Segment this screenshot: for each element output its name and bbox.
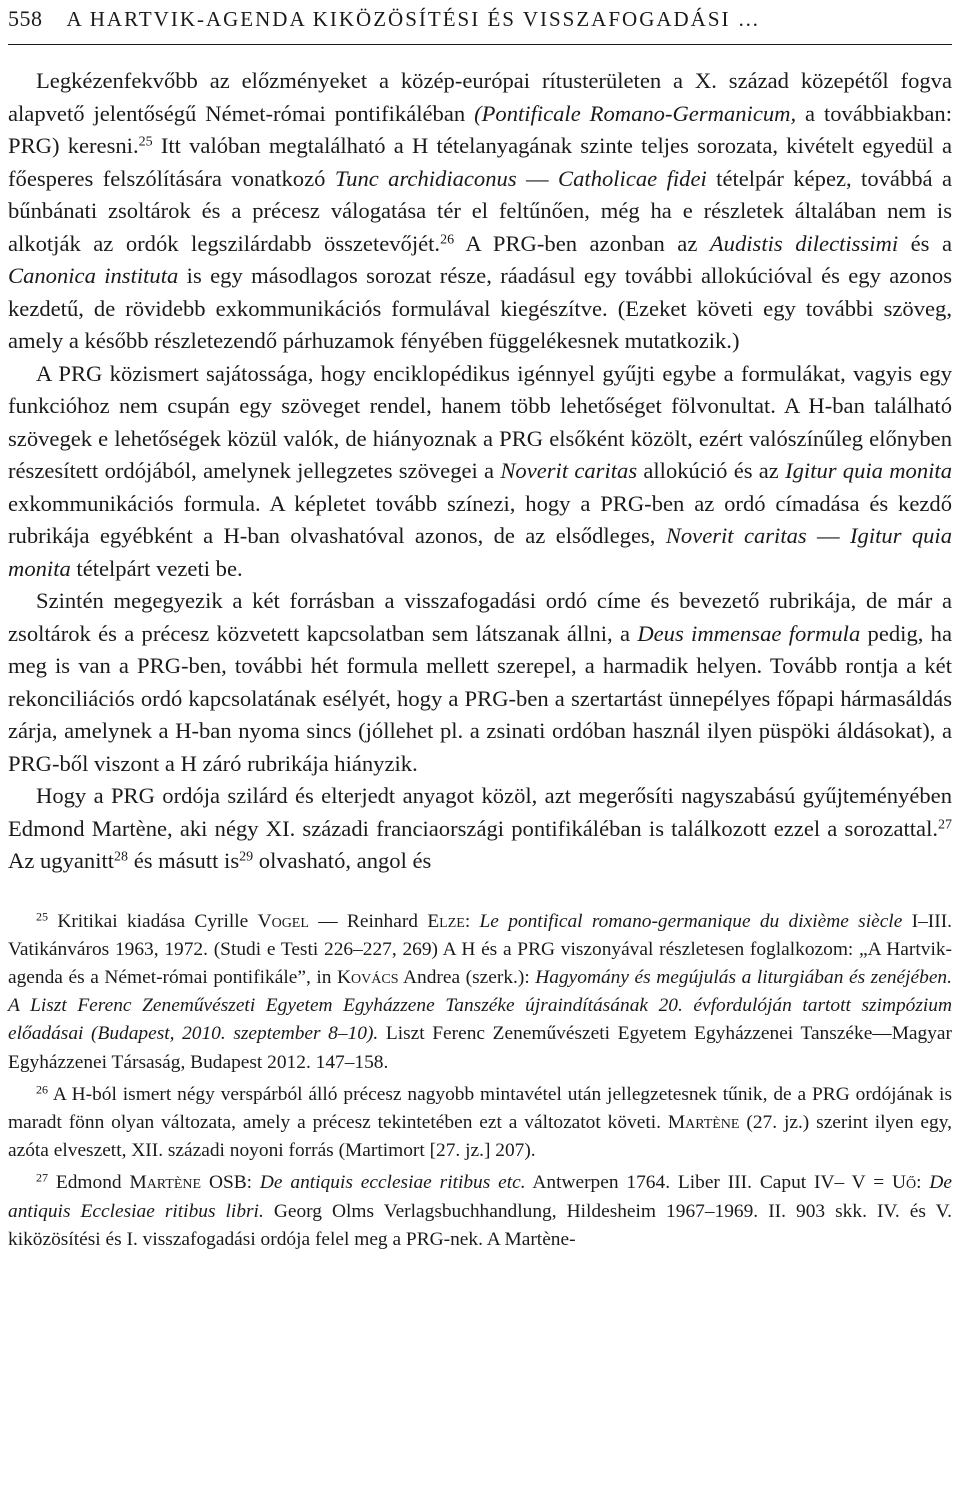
footnote-marker: 27 xyxy=(938,816,952,832)
text-run: Az ugyanitt xyxy=(8,848,115,873)
page-header xyxy=(8,0,952,40)
text-run: exkommunikációs formula. A képletet tovább színezi, hogy a PRG-ben az ordó címadása és kezdő rubrikája egyébként a H-ban olvashatóval azonos, de az elsődleges, xyxy=(8,490,952,548)
italic-text: (Pontificale Romano-Germanicum, xyxy=(474,100,797,126)
italic-text: Hagyomány és megújulás a liturgiában és zenéjében. A Liszt Ferenc Zeneművészeti Egyetem Egyházzene Tanszéke újraindításának 20. évfordulóján tartott szimpózium előadásai (Budapest, 2010. szeptember 8–10). xyxy=(8,966,952,1045)
body-paragraph xyxy=(8,65,952,358)
text-run: Andrea (szerk.): xyxy=(398,966,536,988)
text-run: A PRG-ben azonban az xyxy=(454,230,710,256)
small-caps-name: Vogel xyxy=(257,910,309,932)
italic-text: Catholicae fidei xyxy=(558,165,707,191)
text-run: (27. jz.) szerint ilyen egy, azóta elveszett, XII. századi noyoni forrás (Martimort [27. jz.] 207). xyxy=(8,1111,952,1162)
small-caps-name: Elze xyxy=(427,910,465,932)
text-run: Antwerpen 1764. Liber III. Caput IV– V = xyxy=(525,1172,892,1194)
footnotes xyxy=(8,908,952,1254)
footnote-marker: 28 xyxy=(114,849,129,865)
text-run: pedig, ha meg is van a PRG-ben, további hét formula mellett szerepel, a harmadik helyen. Tovább rontja a két rekonciliációs ordó kapcsolatának esélyét, hogy a PRG-ben a szertartást ünnepélyes főpapi hármasáldás zárja, amelynek a H-ban nyoma sincs (jóllehet pl. a zsinati ordóban használ ilyen püspöki áldásokat), a PRG-ből viszont a H záró rubrikája hiányzik. xyxy=(8,620,952,776)
text-run: Georg Olms Verlagsbuchhandlung, Hildesheim 1967–1969. II. 903 skk. IV. és V. kiközösítési és I. visszafogadási ordója felel meg a PRG-nek. A Martène- xyxy=(8,1200,953,1250)
text-run: és másutt is xyxy=(128,848,240,873)
small-caps-name: Uő xyxy=(892,1172,917,1194)
footnote-marker: 25 xyxy=(36,908,49,923)
running-head: A HARTVIK-AGENDA KIKÖZÖSÍTÉSI ÉS VISSZAFOGADÁSI … xyxy=(66,7,761,31)
italic-text: Tunc archidiaconus xyxy=(334,165,517,191)
text-run: I–III. Vatikánváros 1963, 1972. (Studi e Testi 226–227, 269) A H és a PRG viszonyával részletesen foglalkozom: „A Hartvik-agenda és a Német-római pontifikále”, in xyxy=(8,910,952,988)
text-run: allokúció és az xyxy=(637,458,786,483)
small-caps-name: Kovács xyxy=(337,966,399,988)
text-run: és a xyxy=(898,230,952,256)
text-run: A H-ból ismert négy verspárból álló précesz nagyobb mintavétel után jellegzetesnek tűnik, de a PRG ordójának is maradt fönn olyan változata, amely a précesz tekintetében ezt a változatot követi. xyxy=(8,1083,952,1133)
text-run: Hogy a PRG ordója szilárd és elterjedt anyagot közöl, azt megerősíti nagyszabású gyűjteményében Edmond Martène, aki négy XI. századi franciaországi pontifikáléban is találkozott ezzel a sorozattal. xyxy=(8,783,952,841)
italic-text: Igitur quia monita xyxy=(8,523,953,581)
text-run: — Reinhard xyxy=(308,910,428,932)
text-run: Legkézenfekvőbb az előzményeket a közép-európai rítusterületen a X. század közepétől fogva alapvető jelentőségű Német-római pontifikáléban xyxy=(8,68,952,126)
footnote xyxy=(8,1169,952,1254)
footnote-marker: 29 xyxy=(239,849,254,865)
footnote xyxy=(8,908,952,1077)
text-run: OSB: xyxy=(201,1172,260,1194)
text-run: is egy másodlagos sorozat része, ráadásul egy további allokúcióval és egy azonos kezdetű, de rövidebb exkommunikációs formulával kiegészítve. (Ezeket követi egy további szöveg, amely a később részletezendő párhuzamok fényében függelékesnek mutatkozik.) xyxy=(8,263,952,353)
body-text xyxy=(8,65,952,878)
italic-text: Igitur quia monita xyxy=(785,458,952,483)
italic-text: Canonica instituta xyxy=(8,263,179,288)
text-run: olvasható, angol és xyxy=(253,848,432,873)
text-run: Szintén megegyezik a két forrásban a visszafogadási ordó címe és bevezető rubrikája, de már a zsoltárok és a précesz közvetett kapcsolatban sem látszanak állni, a xyxy=(8,588,952,646)
footnote xyxy=(8,1081,952,1166)
text-run: Liszt Ferenc Zeneművészeti Egyetem Egyházzenei Tanszéke—Magyar Egyházzenei Társaság, Budapest 2012. 147–158. xyxy=(8,1023,952,1073)
text-run: : xyxy=(916,1172,930,1194)
footnote-marker: 27 xyxy=(36,1170,49,1185)
text-run: a továbbiakban: PRG) keresni. xyxy=(8,100,952,158)
body-paragraph xyxy=(8,780,952,878)
italic-text: Noverit caritas xyxy=(500,458,638,483)
text-run: Kritikai kiadása Cyrille xyxy=(48,910,258,932)
book-page xyxy=(8,0,952,1258)
page-number: 558 xyxy=(8,6,43,31)
footnote-marker: 25 xyxy=(138,134,153,150)
header-rule xyxy=(8,44,952,45)
body-paragraph xyxy=(8,358,952,586)
body-paragraph xyxy=(8,585,952,780)
italic-text: De antiquis ecclesiae ritibus etc. xyxy=(259,1172,526,1194)
small-caps-name: Martène xyxy=(667,1111,740,1133)
text-run: tételpár képez, továbbá a bűnbánati zsoltárok és a précesz válogatása tér el feltűnően, még ha e részletek általában nem is alkotják az ordók legszilárdabb összetevőjét. xyxy=(8,165,953,256)
footnote-marker: 26 xyxy=(36,1082,49,1097)
text-run: — xyxy=(806,523,851,548)
italic-text: Deus immensae formula xyxy=(637,620,861,646)
text-run: — xyxy=(516,165,559,191)
small-caps-name: Martène xyxy=(129,1172,202,1194)
text-run: A PRG közismert sajátossága, hogy enciklopédikus igénnyel gyűjti egybe a formulákat, vagyis egy funkcióhoz nem csupán egy szöveget rendel, hanem több lehetőséget fölvonultat. A H-ban található szövegek e lehetőségek közül valók, de hiányoznak a PRG elsőként közölt, ezért valószínűleg előnyben részesített ordójából, amelynek jellegzetes szövegei a xyxy=(8,360,952,483)
footnote-marker: 26 xyxy=(440,231,455,247)
text-run: Itt valóban megtalálható a H tételanyagának szinte teljes sorozata, kivételt egyedül a főesperes felszólítására vonatkozó xyxy=(8,133,952,191)
italic-text: Le pontifical romano-germanique du dixième siècle xyxy=(479,910,903,932)
italic-text: Noverit caritas xyxy=(665,523,807,548)
text-run: Edmond xyxy=(48,1172,130,1194)
text-run: : xyxy=(464,910,480,932)
italic-text: Audistis dilectissimi xyxy=(709,230,899,256)
text-run: tételpárt vezeti be. xyxy=(70,555,243,581)
italic-text: De antiquis Ecclesiae ritibus libri. xyxy=(8,1172,952,1222)
